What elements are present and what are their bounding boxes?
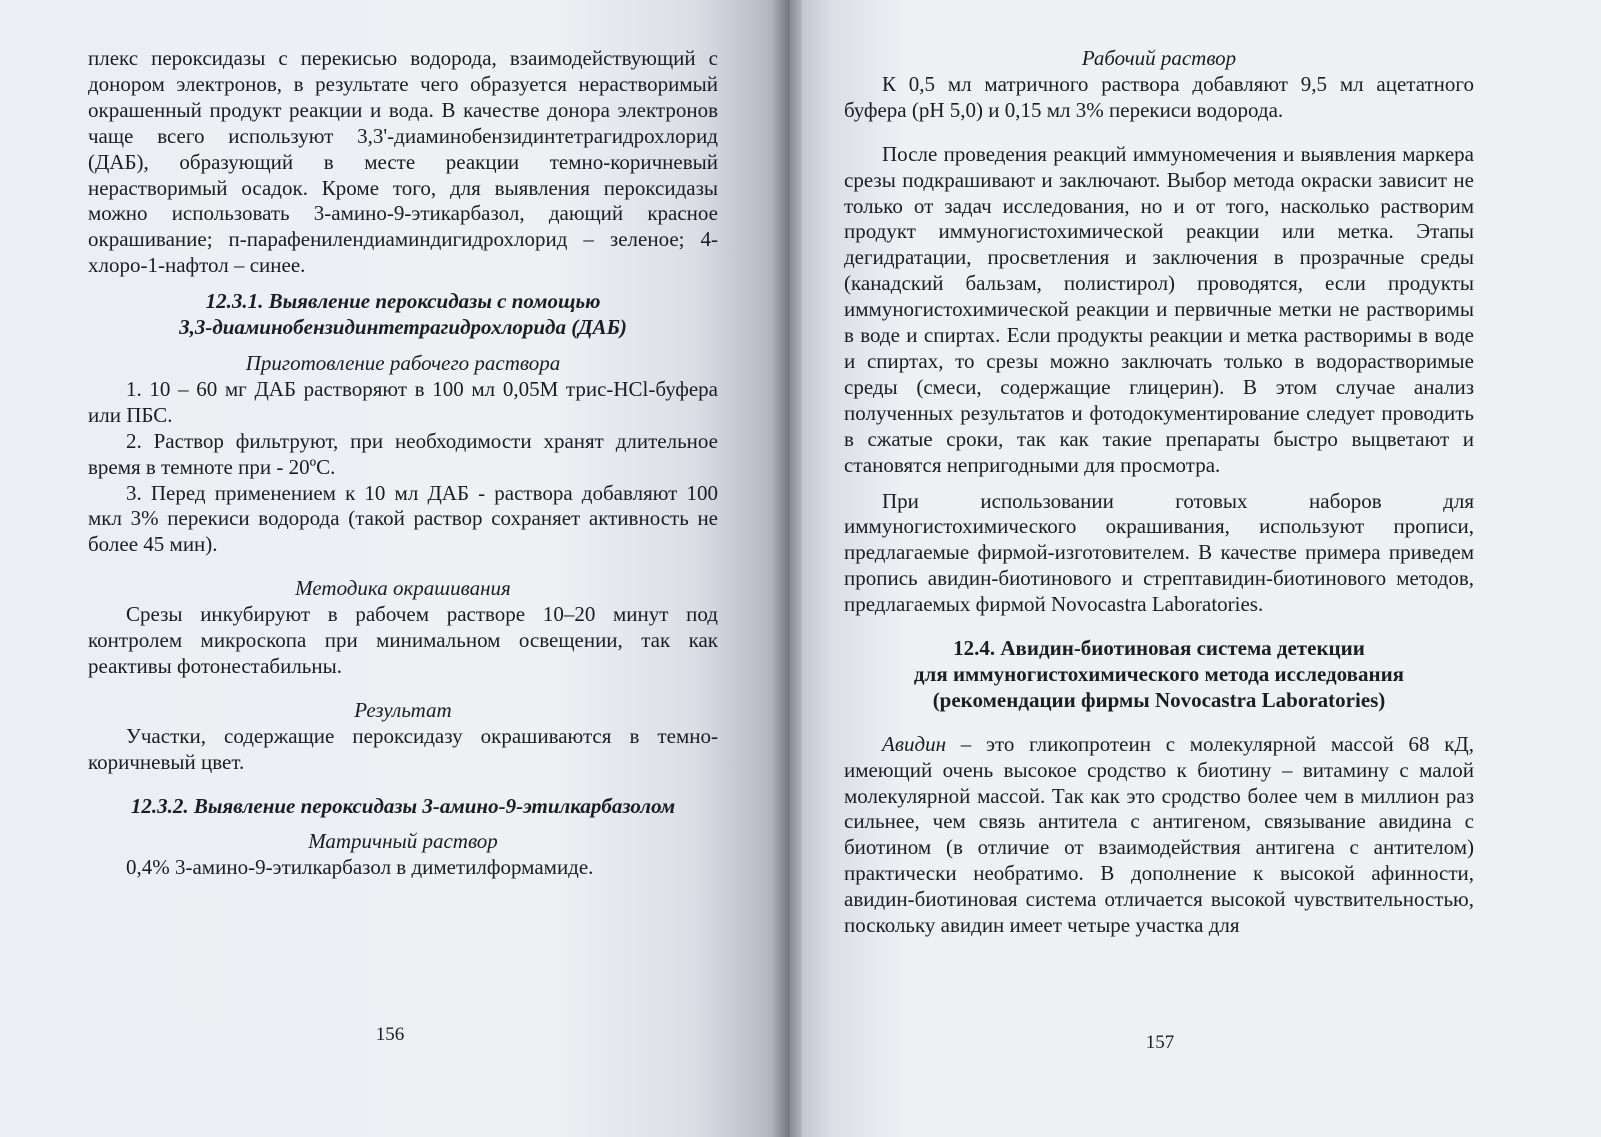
paragraph: При использовании готовых наборов для иммуногистохимического окрашивания, используют прописи, предлагаемые фирмой-изготовителем. В качестве примера приведем пропись авидин-биотинового и стрептавидин-биотинового методов, предлагаемых фирмой Novocastra Laboratories. (844, 488, 1474, 617)
list-item: 1. 10 – 60 мг ДАБ растворяют в 100 мл 0,05М трис-HCl-буфера или ПБС. (88, 376, 718, 427)
page-number: 157 (1145, 1032, 1175, 1053)
book-gutter (772, 0, 802, 1137)
section-heading: 12.4. Авидин-биотиновая система детекции (953, 636, 1365, 661)
list-item: 3. Перед применением к 10 мл ДАБ - раствора добавляют 100 мкл 3% перекиси водорода (такой раствор сохраняет активность не более 45 мин). (88, 480, 718, 557)
paragraph: плекс пероксидазы с перекисью водорода, взаимодействующий с донором электронов, в результате чего образуется нерастворимый окрашенный продукт реакции и вода. В качестве донора электронов чаще всего используют 3,3'-диаминобензидинтетрагидрохлорид (ДАБ), образующий в месте реакции темно-коричневый нерастворимый осадок. Кроме того, для выявления пероксидазы можно использовать 3-амино-9-этикарбазол, дающий красное окрашивание; п-парафенилендиаминдигидрохлорид – зеленое; 4-хлоро-1-нафтол – синее. (88, 46, 718, 278)
section-heading: 12.3.1. Выявление пероксидазы с помощью (205, 289, 601, 314)
section-heading: (рекомендации фирмы Novocastra Laboratories) (932, 687, 1386, 712)
section-heading: 3,3-диаминобензидинтетрагидрохлорида (ДАБ) (179, 315, 627, 340)
subheading: Методика окрашивания (295, 576, 511, 601)
subheading: Матричный раствор (308, 829, 498, 854)
subheading: Рабочий раствор (1081, 46, 1237, 70)
subheading: Результат (354, 697, 452, 722)
paragraph: 0,4% 3-амино-9-этилкарбазол в диметилформамиде. (126, 855, 594, 880)
list-item: 2. Раствор фильтруют, при необходимости хранят длительное время в темноте при - 20ºС. (88, 428, 718, 479)
paragraph-text: – это гликопротеин с молекулярной массой 68 кД, имеющий очень высокое сродство к биотину – витамину с малой молекулярной массой. Так как это сродство более чем в миллион раз сильнее, чем связь антитела с антигеном, связывание авидина с биотином (в отличие от взаимодействия антигена с антителом) практически необратимо. В дополнение к высокой афинности, авидин-биотиновая система отличается высокой чувствительностью, поскольку авидин имеет четыре участка для (844, 731, 1474, 938)
section-heading: для иммуногистохимического метода исследования (913, 661, 1405, 686)
paragraph: Срезы инкубируют в рабочем растворе 10–20 минут под контролем микроскопа при минимальном освещении, так как реактивы фотонестабильны. (88, 602, 718, 678)
page-number: 156 (375, 1024, 405, 1045)
section-heading: 12.3.2. Выявление пероксидазы 3-амино-9-этилкарбазолом (130, 793, 676, 818)
term: Авидин (882, 731, 946, 756)
paragraph (844, 732, 1474, 939)
left-page-text (88, 46, 718, 881)
left-page (0, 0, 790, 1137)
right-page (790, 0, 1601, 1137)
paragraph: После проведения реакций иммуномечения и выявления маркера срезы подкрашивают и заключают. Выбор метода окраски зависит не только от задач исследования, но и от того, насколько растворим продукт иммуногистохимической реакции или метка. Этапы дегидратации, просветления и заключения в прозрачные среды (канадский бальзам, полистирол) проводятся, если продукты иммуногистохимической реакции и первичные метки не растворимы в воде и спиртах. Если продукты реакции и метка растворимы в воде и спиртах, то срезы можно заключать только в водорастворимые среды (смеси, содержащие глицерин). В этом случае анализ полученных результатов и фотодокументирование следует проводить в сжатые сроки, так как такие препараты быстро выцветают и становятся непригодными для просмотра. (844, 141, 1474, 477)
subheading: Приготовление рабочего раствора (245, 350, 561, 375)
paragraph: К 0,5 мл матричного раствора добавляют 9,5 мл ацетатного буфера (рН 5,0) и 0,15 мл 3% перекиси водорода. (844, 71, 1474, 122)
right-page-text (844, 46, 1474, 939)
paragraph: Участки, содержащие пероксидазу окрашиваются в темно-коричневый цвет. (88, 723, 718, 774)
